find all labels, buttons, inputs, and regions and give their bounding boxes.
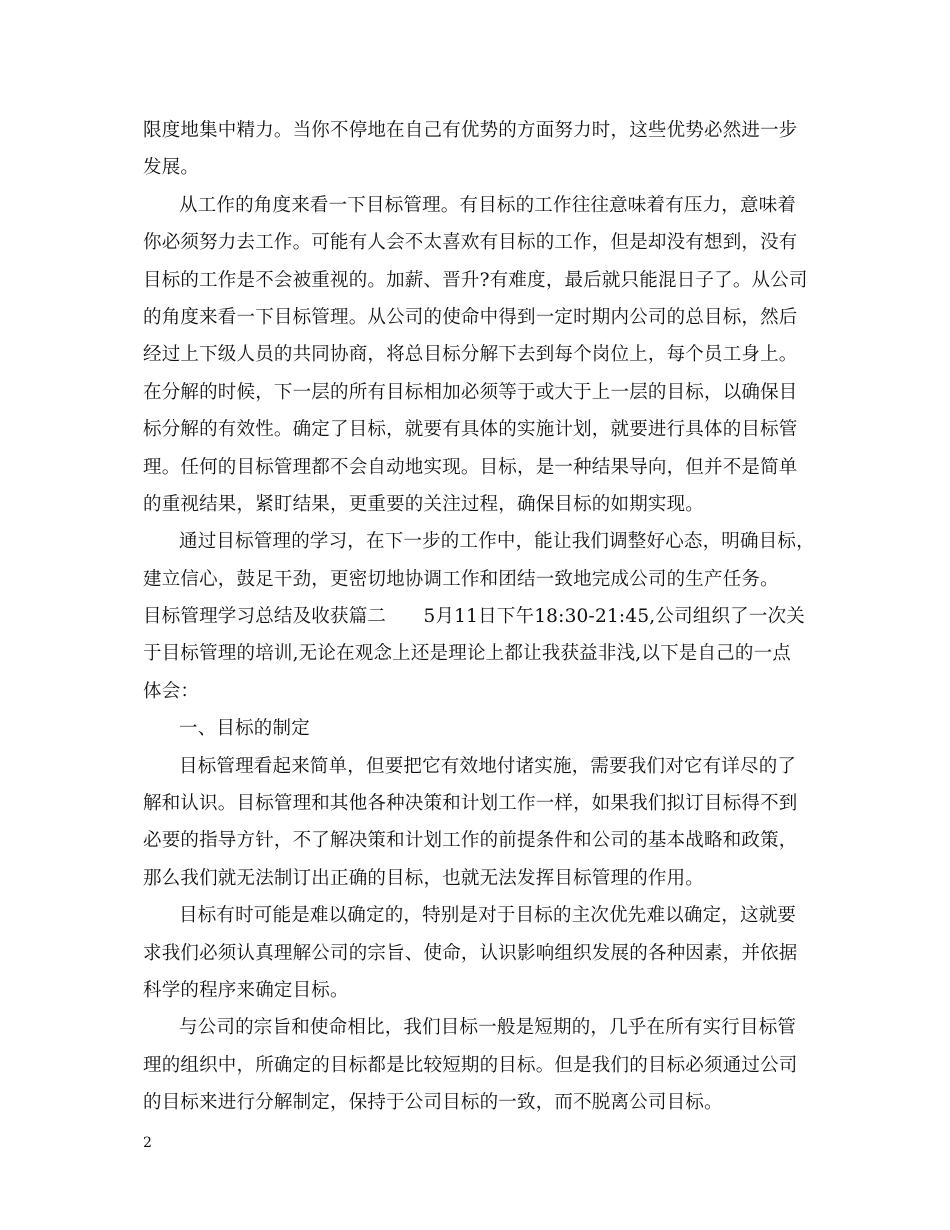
text-line: 体会： <box>143 680 200 702</box>
text-line: 求我们必须认真理解公司的宗旨、使命，认识影响组织发展的各种因素，并依据 <box>143 942 798 964</box>
text-line: 目标的工作是不会被重视的。加薪、晋升?有难度，最后就只能混日子了。从公司 <box>143 269 808 291</box>
text-line: 从工作的角度来看一下目标管理。有目标的工作往往意味着有压力，意味着 <box>179 194 797 216</box>
text-line: 发展。 <box>143 157 200 179</box>
text-line: 解和认识。目标管理和其他各种决策和计划工作一样，如果我们拟订目标得不到 <box>143 793 798 815</box>
text-line: 标分解的有效性。确定了目标，就要有具体的实施计划，就要进行具体的目标管 <box>143 419 798 441</box>
body-text <box>143 112 815 1122</box>
text-line: 目标管理学习总结及收获篇二 5月11日下午18:30-21:45,公司组织了一次关 <box>143 606 805 628</box>
text-line: 限度地集中精力。当你不停地在自己有优势的方面努力时，这些优势必然进一步 <box>143 120 798 141</box>
text-line: 目标管理看起来简单，但要把它有效地付诸实施，需要我们对它有详尽的了 <box>179 755 797 777</box>
text-line: 你必须努力去工作。可能有人会不太喜欢有目标的工作，但是却没有想到，没有 <box>143 232 798 254</box>
text-line: 的重视结果，紧盯结果，更重要的关注过程，确保目标的如期实现。 <box>143 493 705 515</box>
text-line: 通过目标管理的学习，在下一步的工作中，能让我们调整好心态，明确目标， <box>179 531 815 553</box>
text-line: 在分解的时候，下一层的所有目标相加必须等于或大于上一层的目标，以确保目 <box>143 381 798 403</box>
text-line: 的角度来看一下目标管理。从公司的使命中得到一定时期内公司的总目标，然后 <box>143 306 798 328</box>
text-line: 科学的程序来确定目标。 <box>143 979 349 1001</box>
page-number: 2 <box>143 1135 152 1151</box>
text-line: 建立信心，鼓足干劲，更密切地协调工作和团结一致地完成公司的生产任务。 <box>143 568 779 590</box>
text-line: 目标有时可能是难以确定的，特别是对于目标的主次优先难以确定，这就要 <box>179 905 797 927</box>
text-line: 经过上下级人员的共同协商，将总目标分解下去到每个岗位上，每个员工身上。 <box>143 344 798 366</box>
text-line: 必要的指导方针，不了解决策和计划工作的前提条件和公司的基本战略和政策， <box>143 830 798 852</box>
text-line: 与公司的宗旨和使命相比，我们目标一般是短期的，几乎在所有实行目标管 <box>179 1017 797 1039</box>
text-line: 理的组织中，所确定的目标都是比较短期的目标。但是我们的目标必须通过公司 <box>143 1054 798 1076</box>
text-line: 于目标管理的培训,无论在观念上还是理论上都让我获益非浅,以下是自己的一点 <box>143 643 791 665</box>
text-line: 一、目标的制定 <box>179 718 310 740</box>
text-line: 理。任何的目标管理都不会自动地实现。目标，是一种结果导向，但并不是简单 <box>143 456 798 478</box>
text-line: 的目标来进行分解制定，保持于公司目标的一致，而不脱离公司目标。 <box>143 1092 723 1114</box>
text-line: 那么我们就无法制订出正确的目标，也就无法发挥目标管理的作用。 <box>143 867 705 889</box>
